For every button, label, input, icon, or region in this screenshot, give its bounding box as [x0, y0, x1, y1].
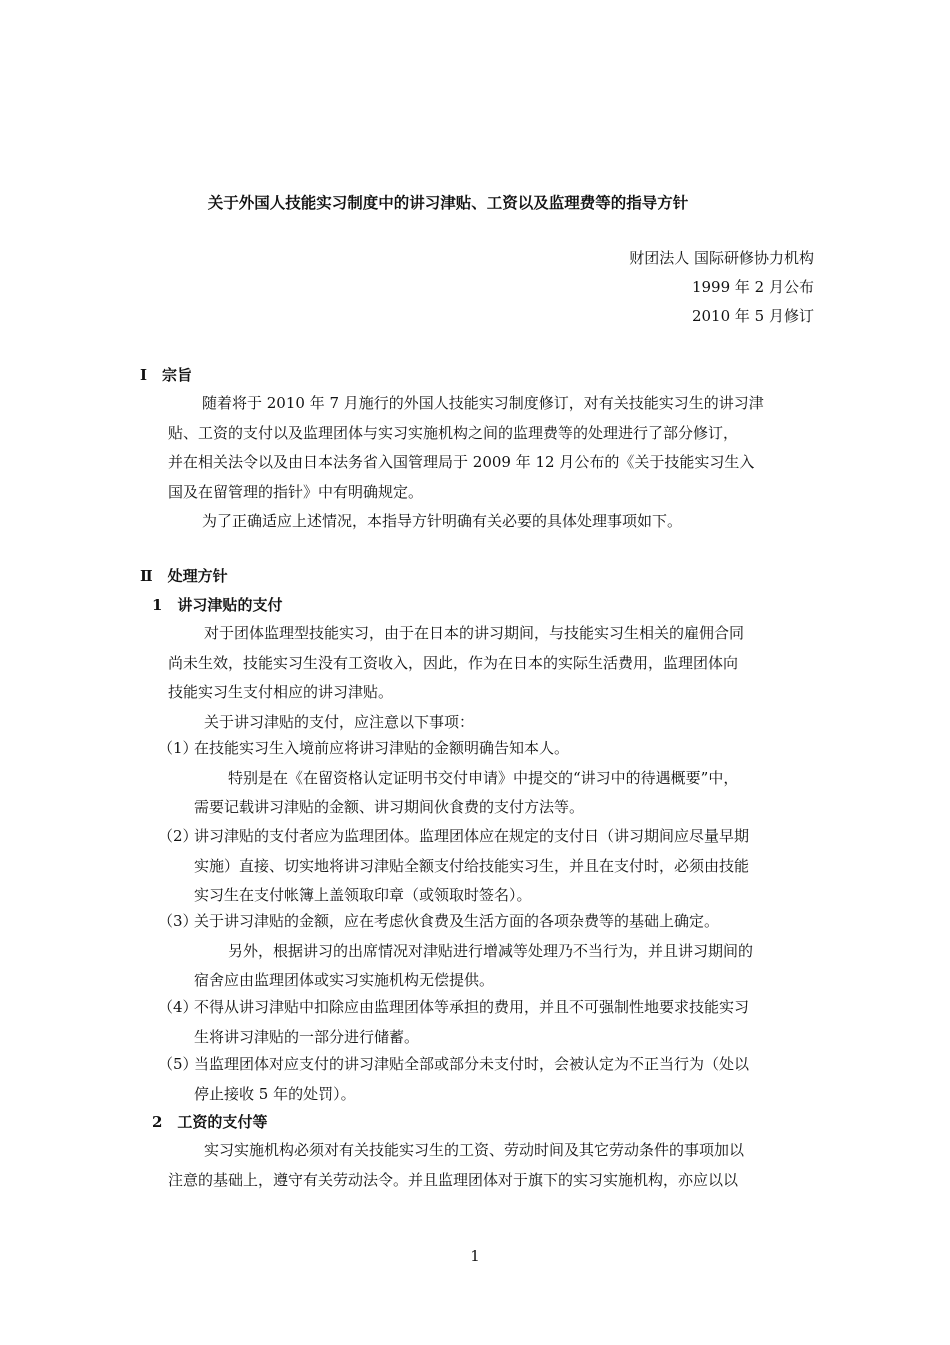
list-item-line: 关于讲习津贴的金额，应在考虑伙食费及生活方面的各项杂费等的基础上确定。 — [194, 912, 720, 930]
allowance-paragraph — [168, 619, 814, 737]
list-item-line: 实习生在支付帐簿上盖领取印章（或领取时签名）。 — [194, 886, 532, 904]
paragraph-line: 对于团体监理型技能实习，由于在日本的讲习期间，与技能实习生相关的雇佣合同 — [204, 624, 745, 642]
subsection-heading-wages: 2 工资的支付等 — [152, 1113, 268, 1131]
list-item-number: （4） — [158, 998, 198, 1016]
wages-paragraph — [168, 1136, 814, 1195]
page-number: 1 — [470, 1247, 480, 1265]
list-item — [194, 822, 814, 911]
list-item-number: （2） — [158, 827, 198, 845]
section-heading-purpose: Ⅰ 宗旨 — [140, 366, 193, 384]
list-item-line: 实施）直接、切实地将讲习津贴全额支付给技能实习生，并且在支付时，必须由技能 — [194, 856, 750, 875]
list-item-note: 特别是在《在留资格认定证明书交付申请》中提交的“讲习中的待遇概要”中， — [228, 768, 739, 787]
paragraph-line: 为了正确适应上述情况，本指导方针明确有关必要的具体处理事项如下。 — [202, 512, 683, 530]
paragraph-line: 关于讲习津贴的支付，应注意以下事项： — [204, 712, 475, 731]
document-title: 关于外国人技能实习制度中的讲习津贴、工资以及监理费等的指导方针 — [207, 193, 689, 212]
list-item-number: （3） — [158, 912, 198, 930]
paragraph-line: 国及在留管理的指针》中有明确规定。 — [168, 482, 424, 501]
paragraph-line: 尚未生效，技能实习生没有工资收入，因此，作为在日本的实际生活费用，监理团体向 — [168, 653, 739, 672]
subsection-heading-allowance: 1 讲习津贴的支付 — [152, 596, 283, 614]
paragraph-line: 实习实施机构必须对有关技能实习生的工资、劳动时间及其它劳动条件的事项加以 — [204, 1141, 745, 1159]
paragraph-line: 贴、工资的支付以及监理团体与实习实施机构之间的监理费等的处理进行了部分修订， — [168, 423, 739, 442]
list-item-line: 当监理团体对应支付的讲习津贴全部或部分未支付时，会被认定为不正当行为（处以 — [194, 1055, 750, 1073]
list-item-line: 停止接收 5 年的处罚）。 — [194, 1084, 356, 1103]
list-item — [194, 1050, 814, 1109]
issuer-org: 财团法人 国际研修协力机构 — [629, 249, 814, 267]
published-date: 1999 年 2 月公布 — [691, 278, 814, 296]
list-item-line: 在技能实习生入境前应将讲习津贴的金额明确告知本人。 — [194, 739, 570, 757]
paragraph-line: 注意的基础上，遵守有关劳动法令。并且监理团体对于旗下的实习实施机构，亦应以以 — [168, 1170, 739, 1189]
list-item-line: 讲习津贴的支付者应为监理团体。监理团体应在规定的支付日（讲习期间应尽量早期 — [194, 827, 750, 845]
paragraph-line: 技能实习生支付相应的讲习津贴。 — [168, 683, 394, 701]
list-item-number: （1） — [158, 739, 198, 757]
list-item — [194, 993, 814, 1052]
revised-date: 2010 年 5 月修订 — [691, 307, 814, 325]
list-item-line: 生将讲习津贴的一部分进行储蓄。 — [194, 1027, 420, 1046]
list-item-line: 不得从讲习津贴中扣除应由监理团体等承担的费用，并且不可强制性地要求技能实习 — [194, 998, 750, 1016]
list-item-note: 需要记载讲习津贴的金额、讲习期间伙食费的支付方法等。 — [194, 798, 585, 816]
list-item — [194, 907, 814, 996]
paragraph-line: 随着将于 2010 年 7 月施行的外国人技能实习制度修订，对有关技能实习生的讲习津 — [202, 394, 764, 412]
purpose-paragraph — [168, 389, 814, 537]
list-item-note: 另外，根据讲习的出席情况对津贴进行增减等处理乃不当行为，并且讲习期间的 — [228, 941, 754, 960]
section-heading-handling-policy: Ⅱ 处理方针 — [140, 567, 228, 585]
list-item-note: 宿舍应由监理团体或实习实施机构无偿提供。 — [194, 971, 495, 989]
list-item-number: （5） — [158, 1055, 198, 1073]
paragraph-line: 并在相关法令以及由日本法务省入国管理局于 2009 年 12 月公布的《关于技能实习生入 — [168, 453, 755, 471]
list-item — [194, 734, 814, 823]
